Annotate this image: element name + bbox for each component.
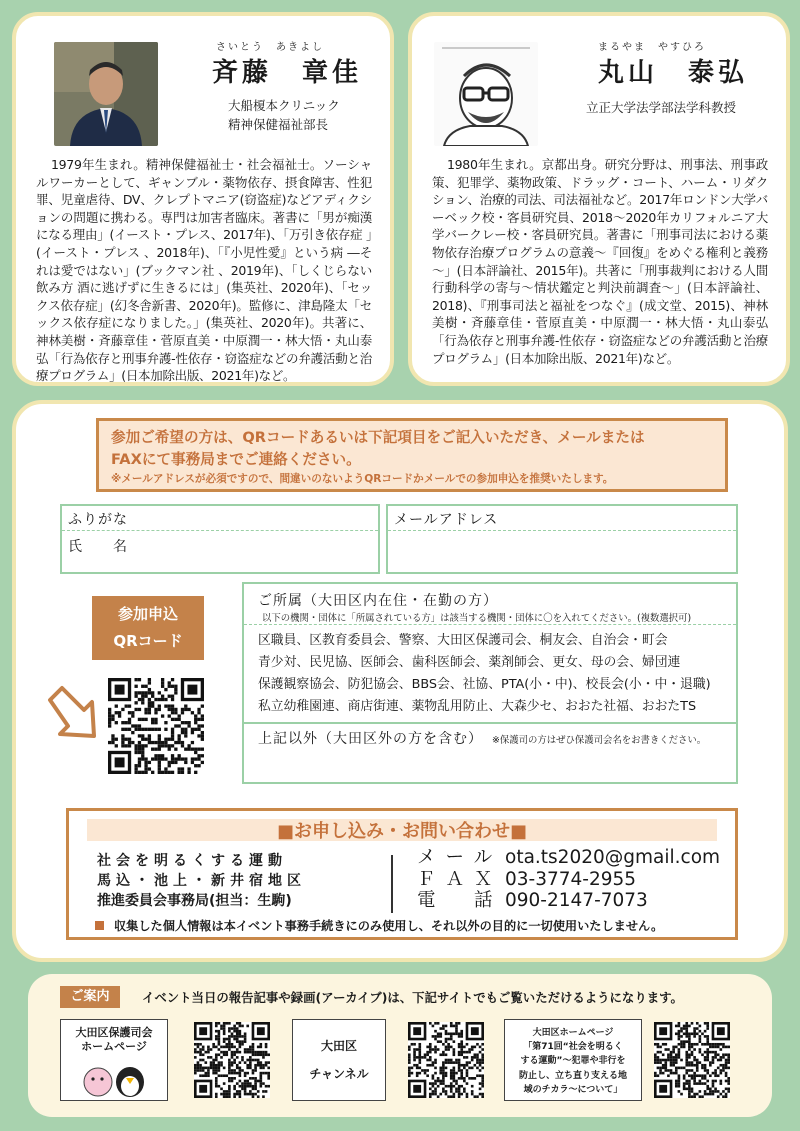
fax-value: 03-3774-2955 (505, 868, 637, 890)
instruction-text (111, 427, 645, 471)
speaker-ruby: まるやま やすひろ (598, 42, 706, 53)
other-affiliation-label: 上記以外（大田区外の方を含む） (258, 731, 483, 747)
hogoshikai-qr-code[interactable] (194, 1022, 270, 1098)
guide-text: イベント当日の報告記事や録画(アーカイブ)は、下記サイトでもご覧いただけるようになります。 (142, 990, 683, 1005)
link-label: 大田区保護司会 (75, 1026, 153, 1039)
other-affiliation-field[interactable] (242, 722, 738, 784)
privacy-note (95, 917, 663, 934)
instruction-note: ※メールアドレスが必須ですので、間違いのないようQRコードかメールでの参加申込を推奨いたします。 (111, 473, 614, 485)
link-label: ホームページ (81, 1040, 147, 1053)
speaker-name: 丸山 泰弘 (598, 58, 749, 88)
speaker-bio: 1980年生まれ。京都出身。研究分野は、刑事法、刑事政策、犯罪学、薬物政策、ドラッグ・コート、ハーム・リダクション、治療的司法、司法福祉など。2017年ロンドン大学バーベック校・客員研究員、2018～2020年カリフォルニア大学バークレー校・客員研究員。著書に「刑事司法における薬物依存治療プログラムの意義～『回復』をめぐる権利と義務～」(日本評論社、2015年)。共著に「刑事裁判における人間行動科学の寄与～情状鑑定と判決前調査～」(日本評論社、2018)、『刑事司法と福祉をつなぐ』(成文堂、2015)、神林美樹・斉藤章佳・菅原直美・中原潤一・林大悟・丸山泰弘「行為依存と刑事弁護-性依存・窃盗症などの弁護活動と治療プログラム」(日本加除出版、2021年)など。 (432, 157, 768, 366)
speaker-illustration-maruyama (434, 42, 538, 146)
square-bullet-icon (95, 921, 104, 930)
organization-list (258, 630, 711, 718)
instruction-banner (96, 418, 728, 492)
organization-line: 区職員、区教育委員会、警察、大田区保護司会、桐友会、自治会・町会 (258, 633, 668, 648)
furigana-label: ふりがな (68, 512, 128, 528)
email-row (417, 847, 720, 869)
organizer-name (97, 851, 306, 911)
email-field[interactable] (386, 504, 738, 574)
link-label: 大田区ホームページ (532, 1028, 614, 1038)
organizer-line: 推進委員会事務局(担当：生駒) (97, 893, 292, 909)
qr-badge (92, 596, 204, 660)
name-field[interactable] (60, 504, 380, 574)
email-value[interactable]: ota.ts2020@gmail.com (505, 847, 721, 868)
instruction-line: 参加ご希望の方は、QRコードあるいは下記項目をご記入いただき、メールまたは (111, 429, 645, 446)
other-affiliation-note: ※保護司の方はぜひ保護司会名をお書きください。 (492, 735, 707, 746)
affiliation-title: ご所属（大田区内在住・在勤の方） (258, 593, 498, 609)
phone-row (417, 890, 720, 912)
organization-line: 青少対、民児協、医師会、歯科医師会、薬剤師会、更女、母の会、婦団連 (258, 655, 681, 670)
speaker-photo-saito (54, 42, 158, 146)
affiliation-line: 大船榎本クリニック (228, 98, 340, 113)
name-label: 氏 名 (68, 539, 128, 555)
link-label: チャンネル (309, 1067, 369, 1081)
fax-label: ＦＡＸ (417, 868, 503, 890)
link-label: 域のチカラ～について」 (523, 1084, 623, 1095)
affiliation-line: 精神保健福祉部長 (228, 117, 329, 132)
link-label: 大田区 (320, 1039, 357, 1053)
instruction-line: FAXにて事務局までご連絡ください。 (111, 451, 361, 468)
ota-channel-link[interactable] (292, 1019, 386, 1101)
speaker-card-saito (12, 12, 394, 386)
organization-line: 保護観察協会、防犯協会、BBS会、社協、PTA(小・中)、校長会(小・中・退職) (258, 677, 711, 692)
contact-title: ■お申し込み・お問い合わせ■ (276, 821, 527, 842)
fax-row (417, 869, 720, 891)
speaker-affiliation: 立正大学法学部法学科教授 (586, 100, 737, 115)
contact-details (417, 847, 720, 912)
ota-channel-qr-code[interactable] (408, 1022, 484, 1098)
phone-value[interactable]: 090-2147-7073 (505, 890, 648, 911)
qr-badge-line: 参加申込 (117, 605, 178, 623)
mascot-icon (74, 1054, 154, 1098)
registration-form-card (12, 400, 788, 962)
arrow-icon (44, 684, 100, 748)
contact-box (66, 808, 738, 940)
organizer-line: 馬込・池上・新井宿地区 (97, 873, 306, 889)
phone-label: 電 話 (417, 890, 503, 911)
speaker-name: 斉藤 章佳 (212, 58, 363, 88)
speaker-ruby: さいとう あきよし (216, 42, 324, 53)
affiliation-note: 以下の機関・団体に「所属されている方」は該当する機関・団体に〇を入れてください。(複数選択可) (262, 613, 692, 624)
link-label: 「第71回“社会を明るく (523, 1042, 623, 1053)
speaker-affiliation (228, 96, 340, 134)
guide-card (28, 974, 772, 1117)
ota-city-qr-code[interactable] (654, 1022, 730, 1098)
ota-city-homepage-link[interactable] (504, 1019, 642, 1101)
speaker-bio: 1979年生まれ。精神保健福祉士・社会福祉士。ソーシャルワーカーとして、ギャンブル・薬物依存、摂食障害、性犯罪、児童虐待、DV、クレプトマニア(窃盗症)などアディクションの問題に携わる。専門は加害者臨床。著書に「男が痴漢になる理由」(イースト・プレス、2017年)、「万引き依存症 」(イースト・プレス 、2018年)、「『小児性愛』という病 ―それは愛ではない」(ブックマン社 、2019年)、「しくじらない飲み方 酒に逃げずに生きるには」(集英社、2020年)、「セックス依存症」(幻冬舎新書、2020年)。監修に、津島隆太「セックス依存症になりました。」(集英社、2020年)。共著に、神林美樹・斉藤章佳・菅原直美・中原潤一・林大悟・丸山泰弘「行為依存と刑事弁護-性依存・窃盗症などの弁護活動と治療プログラム」(日本加除出版、2021年)など。 (36, 157, 372, 384)
email-label: メール (417, 847, 503, 868)
hogoshikai-homepage-link[interactable] (60, 1019, 168, 1101)
divider (391, 855, 393, 913)
organizer-line: 社会を明るくする運動 (97, 853, 287, 869)
guide-tag: ご案内 (60, 986, 120, 1008)
affiliation-field[interactable] (242, 582, 738, 740)
organization-line: 私立幼稚園連、商店街連、薬物乱用防止、大森少セ、おおた社福、おおたTS (258, 699, 697, 714)
qr-badge-line: QRコード (113, 632, 183, 650)
speaker-card-maruyama (408, 12, 790, 386)
link-label: する運動”～犯罪や非行を (520, 1056, 626, 1067)
email-label: メールアドレス (394, 512, 499, 528)
privacy-text: 収集した個人情報は本イベント事務手続きにのみ使用し、それ以外の目的に一切使用いたしません。 (114, 919, 664, 933)
link-label: 防止し、立ち直り支える地 (518, 1070, 627, 1081)
registration-qr-code[interactable] (108, 678, 204, 774)
